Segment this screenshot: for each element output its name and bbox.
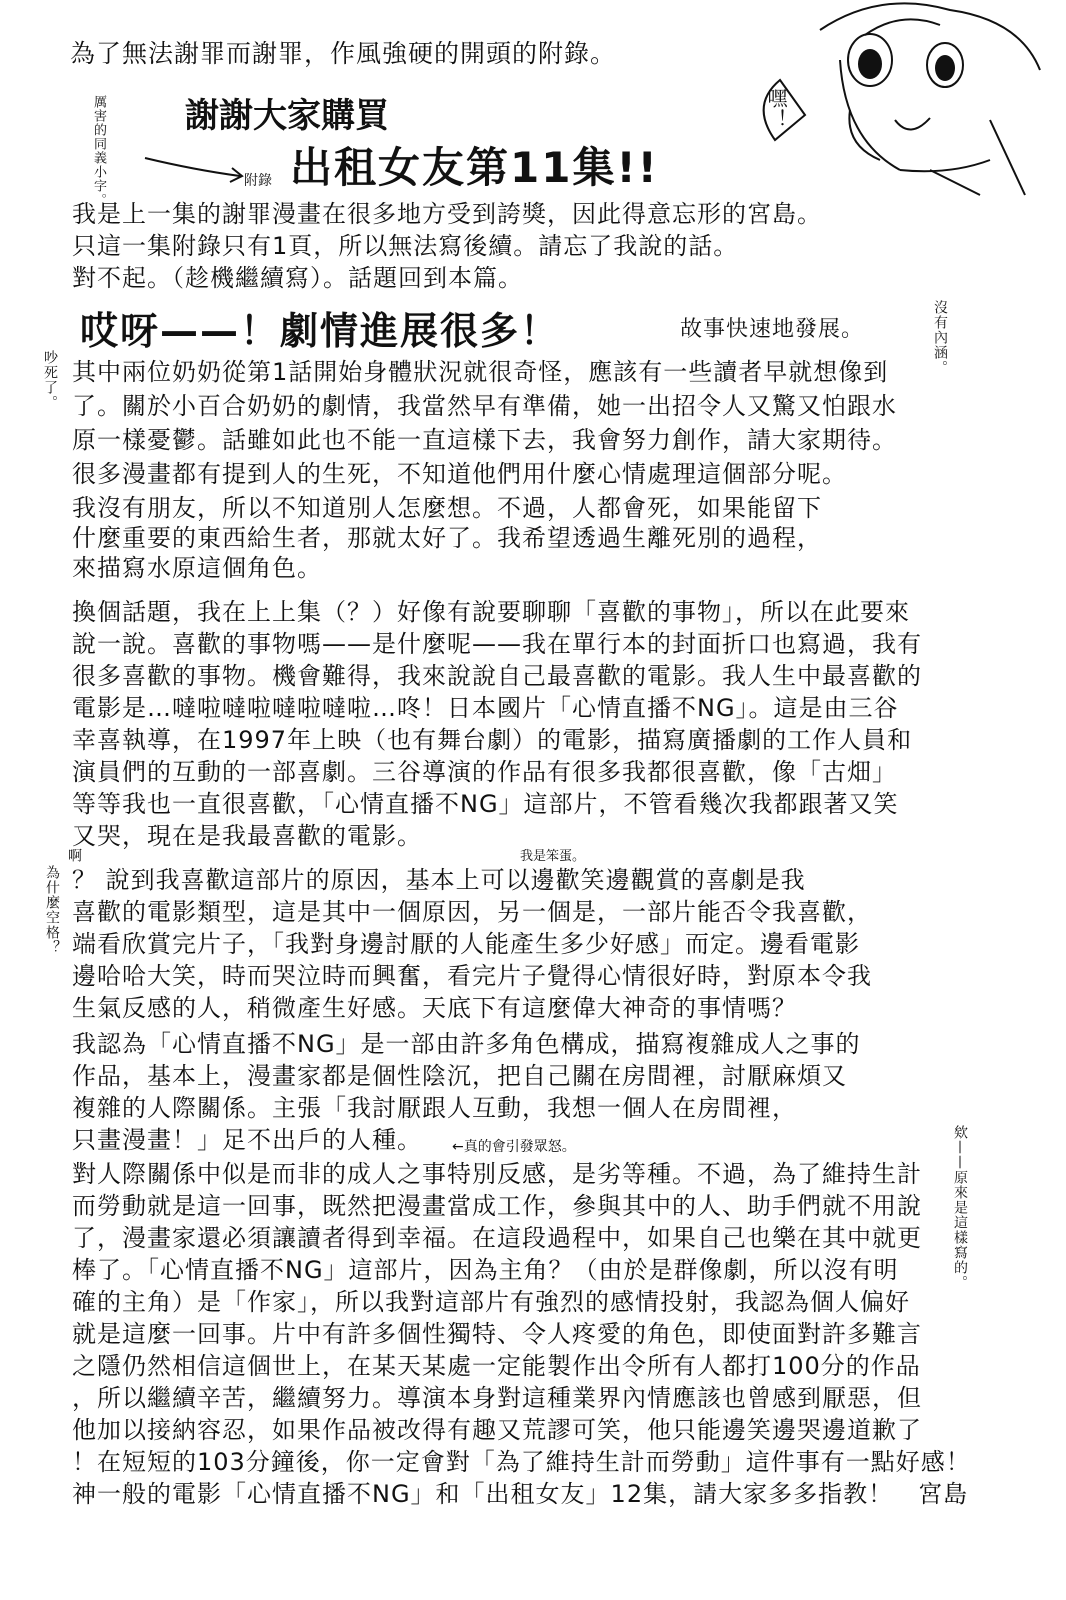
para3-line-16: 之隱仍然相信這個世上，在某天某處一定能製作出令所有人都打100分的作品 (72, 1352, 921, 1380)
para3-line-13: 棒了。「心情直播不NG」這部片，因為主角？（由於是群像劇，所以沒有明 (72, 1256, 899, 1284)
para3-line-7: 作品，基本上，漫畫家都是個性陰沉，把自己關在房間裡，討厭麻煩又 (72, 1062, 847, 1090)
para2-line-8: 又哭，現在是我最喜歡的電影。 (72, 822, 422, 850)
thanks-line: 謝謝大家購買 (185, 96, 389, 136)
arrow-icon (140, 150, 250, 190)
note-so-that: 欸——原來是這樣寫的。 (952, 1125, 968, 1290)
para1-line-7: 來描寫水原這個角色。 (72, 554, 322, 582)
top-line: 為了無法謝罪而謝罪，作風強硬的開頭的附錄。 (70, 39, 617, 68)
para3-line-8: 複雜的人際關係。主張「我討厭跟人互動，我想一個人在房間裡， (72, 1094, 797, 1122)
para2-line-1: 換個話題，我在上上集（？）好像有說要聊聊「喜歡的事物」，所以在此要來 (72, 598, 910, 626)
para3-line-19: ！在短短的103分鐘後，你一定會對「為了維持生計而勞動」這件事有一點好感！ (72, 1448, 971, 1476)
para3-line-5: 生氣反感的人，稍微產生好感。天底下有這麼偉大神奇的事情嗎？ (72, 994, 797, 1022)
para3-line-20: 神一般的電影「心情直播不NG」和「出租女友」12集，請大家多多指教！ 宮島 (72, 1480, 969, 1508)
para3-line-10: 對人際關係中似是而非的成人之事特別反感，是劣等種。不過，為了維持生計 (72, 1160, 922, 1188)
para2-line-5: 幸喜執導，在1997年上映（也有舞台劇）的電影，描寫廣播劇的工作人員和 (72, 726, 913, 754)
book-title: 出租女友第11集!! (290, 143, 659, 192)
appendix-label: 附錄 (244, 173, 272, 189)
intro-line-3: 對不起。（趁機繼續寫）。話題回到本篇。 (72, 264, 523, 292)
para1-line-3: 原一樣憂鬱。話雖如此也不能一直這樣下去，我會努力創作，請大家期待。 (72, 426, 897, 454)
para2-line-4: 電影是…噠啦噠啦噠啦噠啦…咚！日本國片「心情直播不NG」。這是由三谷 (72, 694, 899, 722)
para1-line-2: 了。關於小百合奶奶的劇情，我當然早有準備，她一出招令人又驚又怕跟水 (72, 392, 897, 420)
side-note: 厲害的同義小字。 (91, 95, 106, 207)
para3-line-1: ？ 說到我喜歡這部片的原因，基本上可以邊歡笑邊觀賞的喜劇是我 (72, 866, 806, 894)
para2-line-7: 等等我也一直很喜歡，「心情直播不NG」這部片，不管看幾次我都跟著又笑 (72, 790, 899, 818)
para1-line-1: 其中兩位奶奶從第1話開始身體狀況就很奇怪，應該有一些讀者早就想像到 (72, 358, 889, 386)
headline-aside: 故事快速地發展。 (680, 317, 865, 342)
para1-line-4: 很多漫畫都有提到人的生死，不知道他們用什麼心情處理這個部分呢。 (72, 460, 847, 488)
para3-line-3: 端看欣賞完片子，「我對身邊討厭的人能產生多少好感」而定。邊看電影 (72, 930, 860, 958)
para3-line-15: 就是這麼一回事。片中有許多個性獨特、令人疼愛的角色，即使面對許多難言 (72, 1320, 922, 1348)
para1-line-5: 我沒有朋友，所以不知道別人怎麼想。不過，人都會死，如果能留下 (72, 494, 822, 522)
para2-line-6: 演員們的互動的一部喜劇。三谷導演的作品有很多我都很喜歡，像「古畑」 (72, 758, 897, 786)
para2-line-2: 說一說。喜歡的事物嗎——是什麼呢——我在單行本的封面折口也寫過，我有 (72, 630, 922, 658)
note-ah: 啊 (66, 848, 82, 863)
para3-line-12: 了，漫畫家還必須讓讀者得到幸福。在這段過程中，如果自己也樂在其中就更 (72, 1224, 922, 1252)
intro-line-2: 只這一集附錄只有1頁，所以無法寫後續。請忘了我說的話。 (72, 232, 739, 260)
para3-line-14: 確的主角）是「作家」，所以我對這部片有強烈的感情投射，我認為個人偏好 (72, 1288, 910, 1316)
para3-line-17: ，所以繼續辛苦，繼續努力。導演本身對這種業界內情應該也曾感到厭惡，但 (72, 1384, 922, 1412)
para3-line-2: 喜歡的電影類型，這是其中一個原因，另一個是，一部片能否令我喜歡， (72, 898, 872, 926)
note-why-space: 為什麼空格？ (44, 865, 60, 955)
note-angry: ←真的會引發眾怒。 (452, 1139, 576, 1155)
note-shut-up: 吵死了。 (42, 350, 58, 410)
note-stupid: 我是笨蛋。 (520, 849, 586, 864)
character-face-illustration (750, 0, 1050, 200)
para3-line-18: 他加以接納容忍，如果作品被改得有趣又荒謬可笑，他只能邊笑邊哭邊道歉了 (72, 1416, 922, 1444)
speech-bubble-text: 嘿！ (764, 88, 788, 130)
para1-line-6: 什麼重要的東西給生者，那就太好了。我希望透過生離死別的過程， (72, 524, 822, 552)
para3-line-11: 而勞動就是這一回事，既然把漫畫當成工作，參與其中的人、助手們就不用說 (72, 1192, 922, 1220)
para3-line-9: 只畫漫畫！」足不出戶的人種。 (72, 1126, 422, 1154)
headline: 哎呀——！劇情進展很多！ (80, 309, 561, 353)
intro-line-1: 我是上一集的謝罪漫畫在很多地方受到誇獎，因此得意忘形的宮島。 (72, 200, 822, 228)
para3-line-6: 我認為「心情直播不NG」是一部由許多角色構成，描寫複雜成人之事的 (72, 1030, 861, 1058)
para2-line-3: 很多喜歡的事物。機會難得，我來說說自己最喜歡的電影。我人生中最喜歡的 (72, 662, 922, 690)
para3-line-4: 邊哈哈大笑，時而哭泣時而興奮，看完片子覺得心情很好時，對原本令我 (72, 962, 872, 990)
note-no-content: 沒有內涵。 (932, 300, 948, 375)
